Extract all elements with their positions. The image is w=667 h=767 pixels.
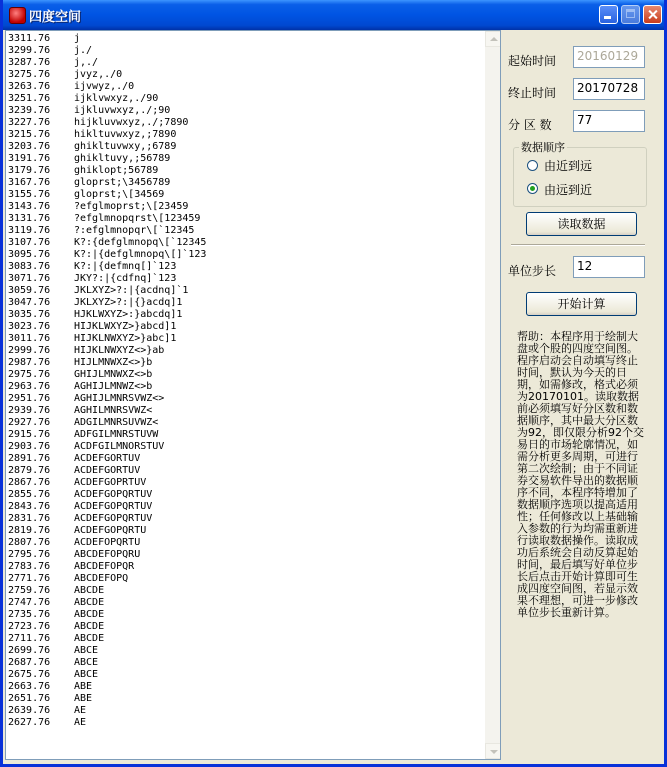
list-item[interactable] xyxy=(8,705,484,717)
list-item-price: 3275.76 xyxy=(8,69,51,80)
list-item-price: 3251.76 xyxy=(8,93,51,104)
list-item-letters: AE xyxy=(74,705,87,716)
list-item[interactable] xyxy=(8,237,484,249)
list-item[interactable] xyxy=(8,549,484,561)
list-item-letters: ghikltuvwxy,;6789 xyxy=(74,141,177,152)
list-item-price: 2843.76 xyxy=(8,501,51,512)
vertical-scrollbar[interactable] xyxy=(485,31,501,759)
list-item-letters: ABCDEFOPQ xyxy=(74,573,129,584)
list-item[interactable] xyxy=(8,645,484,657)
data-order-title: 数据顺序 xyxy=(521,141,565,154)
list-item-price: 2939.76 xyxy=(8,405,51,416)
list-item[interactable] xyxy=(8,33,484,45)
list-item-price: 3191.76 xyxy=(8,153,51,164)
list-item[interactable] xyxy=(8,201,484,213)
radio-near-to-far[interactable] xyxy=(527,160,538,171)
list-item[interactable] xyxy=(8,225,484,237)
list-item-letters: ACDEFGOPQRTUV xyxy=(74,513,153,524)
list-item-letters: JKY?:|{cdfnq]`123 xyxy=(74,273,177,284)
list-item[interactable] xyxy=(8,417,484,429)
result-lines xyxy=(8,33,484,729)
list-item-price: 2927.76 xyxy=(8,417,51,428)
scroll-down-arrow-icon[interactable] xyxy=(485,743,501,759)
list-item-price: 2639.76 xyxy=(8,705,51,716)
list-item-letters: ijklvwxyz,./90 xyxy=(74,93,159,104)
list-item-letters: ABCDE xyxy=(74,633,105,644)
list-item[interactable] xyxy=(8,249,484,261)
list-item[interactable] xyxy=(8,405,484,417)
list-item-letters: gloprst;\[34569 xyxy=(74,189,165,200)
list-item[interactable] xyxy=(8,189,484,201)
list-item-letters: ABCE xyxy=(74,645,99,656)
list-item[interactable] xyxy=(8,669,484,681)
read-data-button[interactable]: 读取数据 xyxy=(526,212,637,236)
partitions-label: 分 区 数 xyxy=(508,118,552,132)
list-item[interactable] xyxy=(8,321,484,333)
list-item-price: 2675.76 xyxy=(8,669,51,680)
list-item[interactable] xyxy=(8,393,484,405)
list-item-price: 2807.76 xyxy=(8,537,51,548)
list-item-price: 2735.76 xyxy=(8,609,51,620)
list-item[interactable] xyxy=(8,105,484,117)
step-label: 单位步长 xyxy=(508,264,557,278)
list-item[interactable] xyxy=(8,357,484,369)
app-icon[interactable] xyxy=(9,7,26,24)
list-item-letters: K?:|{defmnq[]`123 xyxy=(74,261,177,272)
start-time-label: 起始时间 xyxy=(508,54,557,68)
list-item[interactable] xyxy=(8,501,484,513)
list-item[interactable] xyxy=(8,273,484,285)
list-item[interactable] xyxy=(8,489,484,501)
list-item[interactable] xyxy=(8,333,484,345)
list-item-price: 2879.76 xyxy=(8,465,51,476)
list-item-letters: ijkluvwxyz,./;90 xyxy=(74,105,171,116)
separator xyxy=(511,244,645,246)
list-item-price: 3095.76 xyxy=(8,249,51,260)
list-item-letters: ABCDE xyxy=(74,609,105,620)
list-item[interactable] xyxy=(8,597,484,609)
list-item[interactable] xyxy=(8,513,484,525)
title-bar[interactable] xyxy=(3,0,664,30)
list-item-price: 3311.76 xyxy=(8,33,51,44)
list-item-price: 3083.76 xyxy=(8,261,51,272)
list-item-price: 2963.76 xyxy=(8,381,51,392)
list-item-letters: ABCDE xyxy=(74,597,105,608)
list-item-letters: ijvwyz,./0 xyxy=(74,81,135,92)
list-item-letters: ABCDE xyxy=(74,585,105,596)
list-item-letters: HIJKLNWXYZ>}abc]1 xyxy=(74,333,177,344)
list-item-letters: JKLXYZ>?:|{acdnq]`1 xyxy=(74,285,189,296)
result-listbox[interactable] xyxy=(5,30,501,760)
list-item[interactable] xyxy=(8,429,484,441)
list-item-letters: ghiklopt;56789 xyxy=(74,165,159,176)
list-item[interactable] xyxy=(8,477,484,489)
list-item[interactable] xyxy=(8,129,484,141)
list-item-price: 3143.76 xyxy=(8,201,51,212)
list-item-price: 2795.76 xyxy=(8,549,51,560)
list-item-price: 2819.76 xyxy=(8,525,51,536)
list-item-letters: ACDEFGOPRTUV xyxy=(74,477,147,488)
list-item-price: 2699.76 xyxy=(8,645,51,656)
list-item-letters: ?:efglmnopqr\[`12345 xyxy=(74,225,195,236)
list-item[interactable] xyxy=(8,165,484,177)
list-item-letters: ADGILMNRSUVWZ< xyxy=(74,417,159,428)
list-item-price: 2855.76 xyxy=(8,489,51,500)
list-item-price: 3239.76 xyxy=(8,105,51,116)
end-time-label: 终止时间 xyxy=(508,86,557,100)
data-order-group xyxy=(513,147,647,207)
list-item[interactable] xyxy=(8,525,484,537)
start-time-field: 20160129 xyxy=(573,46,645,68)
list-item-price: 3119.76 xyxy=(8,225,51,236)
list-item[interactable] xyxy=(8,621,484,633)
list-item[interactable] xyxy=(8,537,484,549)
list-item-letters: ACDFGILMNORSTUV xyxy=(74,441,165,452)
list-item-letters: j,./ xyxy=(74,57,99,68)
list-item-letters: ABCDEFOPQR xyxy=(74,561,135,572)
help-text: 帮助：本程序用于绘制大盘或个股的四度空间图。程序启动会自动填写终止时间，默认为今天的日期，如需修改，格式必须为20170101。读取数据前必须填写好分区数和数据顺序，其中最大分区数为92，即仅限分析92个交易日的市场轮廓情况，如需分析更多周期，可进行第二次绘制；由于不同证券交易软件导出的数据顺序不同，本程序特增加了数据顺序选项以提高适用性；任何修改以上基础输入参数的行为均需重新进行读取数据操作。读取成功后系统会自动反算起始时间，最后填写好单位步长后点击开始计算即可生成四度空间图，若显示效果不理想，可进一步修改单位步长重新计算。 xyxy=(517,330,644,619)
list-item-letters: AGHIJLMNWZ<>b xyxy=(74,381,153,392)
list-item-price: 3179.76 xyxy=(8,165,51,176)
list-item-price: 2891.76 xyxy=(8,453,51,464)
list-item-price: 3107.76 xyxy=(8,237,51,248)
list-item-price: 2987.76 xyxy=(8,357,51,368)
list-item-letters: ABCE xyxy=(74,657,99,668)
list-item-price: 3023.76 xyxy=(8,321,51,332)
list-item-letters: K?:|{defglmnopq\[]`123 xyxy=(74,249,207,260)
list-item-letters: GHIJLMNWXZ<>b xyxy=(74,369,153,380)
list-item-letters: K?:{defglmnopq\[`12345 xyxy=(74,237,207,248)
list-item-letters: ABCDEFOPQRU xyxy=(74,549,141,560)
list-item[interactable] xyxy=(8,381,484,393)
list-item-price: 3155.76 xyxy=(8,189,51,200)
list-item-price: 2915.76 xyxy=(8,429,51,440)
list-item-price: 2903.76 xyxy=(8,441,51,452)
minimize-button[interactable] xyxy=(599,5,618,24)
list-item-price: 2783.76 xyxy=(8,561,51,572)
list-item-letters: hikltuvwxyz,;7890 xyxy=(74,129,177,140)
list-item-letters: ACDEFGORTUV xyxy=(74,465,141,476)
list-item-price: 2747.76 xyxy=(8,597,51,608)
list-item[interactable] xyxy=(8,573,484,585)
list-item-price: 3071.76 xyxy=(8,273,51,284)
list-item[interactable] xyxy=(8,261,484,273)
list-item[interactable] xyxy=(8,453,484,465)
list-item-price: 2867.76 xyxy=(8,477,51,488)
list-item-letters: j./ xyxy=(74,45,93,56)
list-item-letters: ABCE xyxy=(74,669,99,680)
list-item[interactable] xyxy=(8,117,484,129)
list-item-price: 3299.76 xyxy=(8,45,51,56)
list-item[interactable] xyxy=(8,465,484,477)
list-item-letters: HIJLMNWXZ<>}b xyxy=(74,357,153,368)
window-title: 四度空间 xyxy=(29,10,82,25)
radio-far-to-near-label[interactable]: 由远到近 xyxy=(544,183,593,197)
list-item[interactable] xyxy=(8,681,484,693)
list-item[interactable] xyxy=(8,69,484,81)
list-item-price: 3035.76 xyxy=(8,309,51,320)
list-item-letters: ABE xyxy=(74,693,93,704)
list-item-letters: ACDEFGORTUV xyxy=(74,453,141,464)
list-item-letters: ACDEFGOPQRTUV xyxy=(74,489,153,500)
list-item-price: 2951.76 xyxy=(8,393,51,404)
list-item-price: 2627.76 xyxy=(8,717,51,728)
scroll-up-arrow-icon[interactable] xyxy=(485,31,501,47)
list-item-letters: ?efglmoprst;\[23459 xyxy=(74,201,189,212)
list-item-price: 2723.76 xyxy=(8,621,51,632)
list-item[interactable] xyxy=(8,369,484,381)
radio-far-to-near[interactable] xyxy=(527,183,538,194)
list-item-letters: ABCDE xyxy=(74,621,105,632)
partitions-field[interactable]: 77 xyxy=(573,110,645,132)
list-item-price: 3287.76 xyxy=(8,57,51,68)
list-item[interactable] xyxy=(8,285,484,297)
list-item-letters: ?efglmnopqrst\[123459 xyxy=(74,213,201,224)
list-item[interactable] xyxy=(8,585,484,597)
list-item[interactable] xyxy=(8,441,484,453)
list-item-letters: ghikltuvy,;56789 xyxy=(74,153,171,164)
list-item[interactable] xyxy=(8,693,484,705)
list-item-price: 3011.76 xyxy=(8,333,51,344)
list-item[interactable] xyxy=(8,561,484,573)
list-item-price: 3203.76 xyxy=(8,141,51,152)
compute-button[interactable]: 开始计算 xyxy=(526,292,637,316)
list-item-price: 3215.76 xyxy=(8,129,51,140)
list-item[interactable] xyxy=(8,57,484,69)
list-item[interactable] xyxy=(8,345,484,357)
list-item-price: 2975.76 xyxy=(8,369,51,380)
list-item-price: 3131.76 xyxy=(8,213,51,224)
list-item-price: 2999.76 xyxy=(8,345,51,356)
list-item-letters: JKLXYZ>?:|{}acdq]1 xyxy=(74,297,183,308)
list-item-price: 2771.76 xyxy=(8,573,51,584)
list-item-price: 2687.76 xyxy=(8,657,51,668)
list-item-price: 2711.76 xyxy=(8,633,51,644)
list-item[interactable] xyxy=(8,633,484,645)
list-item[interactable] xyxy=(8,81,484,93)
end-time-field[interactable]: 20170728 xyxy=(573,78,645,100)
maximize-button xyxy=(621,5,640,24)
list-item[interactable] xyxy=(8,657,484,669)
list-item-price: 2759.76 xyxy=(8,585,51,596)
list-item-price: 3059.76 xyxy=(8,285,51,296)
list-item-letters: ACDEFOPQRTU xyxy=(74,537,141,548)
close-button[interactable] xyxy=(643,5,662,24)
list-item-letters: AGHIJLMNRSVWZ<> xyxy=(74,393,165,404)
list-item-letters: HIJKLNWXYZ<>}ab xyxy=(74,345,165,356)
step-field[interactable]: 12 xyxy=(573,256,645,278)
list-item-price: 3047.76 xyxy=(8,297,51,308)
list-item-letters: HJKLWXYZ>:}abcdq]1 xyxy=(74,309,183,320)
radio-near-to-far-label[interactable]: 由近到远 xyxy=(544,159,593,173)
list-item-price: 2663.76 xyxy=(8,681,51,692)
list-item[interactable] xyxy=(8,93,484,105)
list-item-letters: hijkluvwxyz,./;7890 xyxy=(74,117,189,128)
list-item[interactable] xyxy=(8,45,484,57)
list-item[interactable] xyxy=(8,297,484,309)
list-item-price: 2831.76 xyxy=(8,513,51,524)
list-item[interactable] xyxy=(8,609,484,621)
list-item-letters: gloprst;\3456789 xyxy=(74,177,171,188)
list-item-letters: AE xyxy=(74,717,87,728)
list-item-letters: j xyxy=(74,33,81,44)
list-item-letters: jvyz,./0 xyxy=(74,69,123,80)
list-item[interactable] xyxy=(8,153,484,165)
list-item-price: 2651.76 xyxy=(8,693,51,704)
list-item-letters: AGHILMNRSVWZ< xyxy=(74,405,153,416)
list-item[interactable] xyxy=(8,213,484,225)
list-item[interactable] xyxy=(8,717,484,729)
list-item-letters: ABE xyxy=(74,681,93,692)
list-item-letters: ACDEFGOPQRTUV xyxy=(74,501,153,512)
list-item[interactable] xyxy=(8,141,484,153)
list-item-letters: HIJKLWXYZ>}abcd]1 xyxy=(74,321,177,332)
list-item-letters: ADFGILMNRSTUVW xyxy=(74,429,159,440)
list-item[interactable] xyxy=(8,177,484,189)
list-item-letters: ACDEFGOPQRTU xyxy=(74,525,147,536)
list-item-price: 3167.76 xyxy=(8,177,51,188)
list-item-price: 3263.76 xyxy=(8,81,51,92)
list-item-price: 3227.76 xyxy=(8,117,51,128)
list-item[interactable] xyxy=(8,309,484,321)
